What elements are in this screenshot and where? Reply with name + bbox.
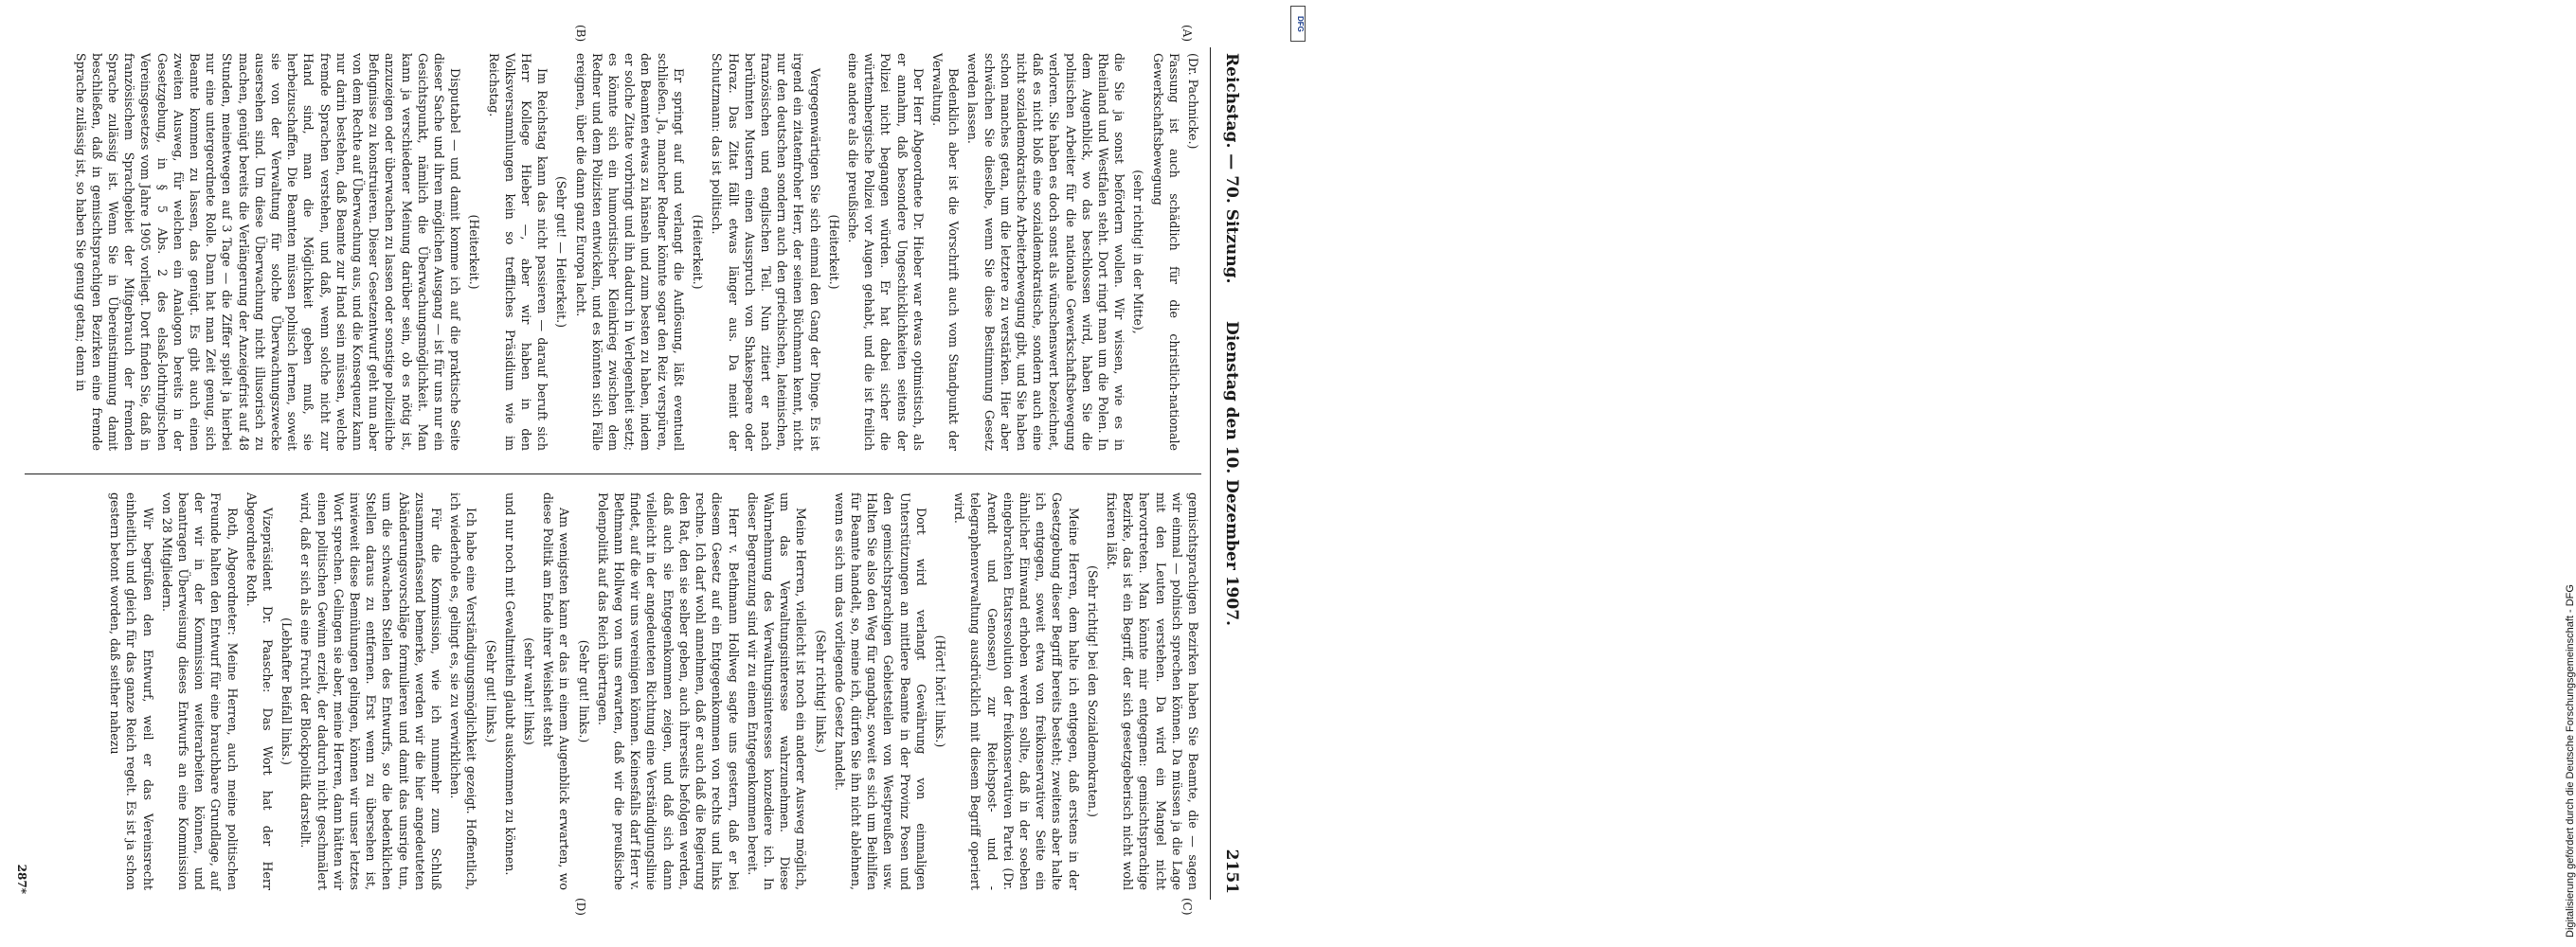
rotated-page-content xyxy=(9,19,1251,928)
credit-text: Digitalisierung gefördert durch die Deutsche Forschungsgemeinschaft - DFG xyxy=(2565,584,2576,938)
paragraph: Am wenigsten kann er das in einem Augenblick erwarten, wo diese Politik am Ende ihrer Weisheit steht xyxy=(541,492,572,890)
paragraph: Roth, Abgeordneter: Meine Herren, auch meine politischen Freunde halten den Entwurf für eine brauchbare Grundlage, auf der wir in der Kommission weiterarbeiten können, und beantragen Überweisung dieses Entwurfs an eine Kommission von 28 Mitgliedern. xyxy=(159,492,240,890)
paragraph: Fassung ist auch schädlich für die christlich-nationale Gewerkschaftsbewegung xyxy=(1150,53,1181,451)
margin-marker-c: (C) xyxy=(1180,898,1194,916)
paragraph: (Dr. Pachnicke.) xyxy=(1186,53,1200,150)
paragraph: gemischtsprachigen Bezirken haben Sie Beamte, die — sagen wir einmal — polnisch sprechen können. Da müssen ja die Lage mit den Leuten verstehen. Da wird ein Mangel nicht hervortreten. Man könnte mir entgegnen: gemischtsprachige Bezirke, das ist ein Begriff, der sich gesetzgeberisch nicht wohl fixieren läßt. xyxy=(1104,492,1200,890)
interjection: (Hört! hört! links.) xyxy=(932,634,947,748)
paragraph: und nur noch mit Gewaltmitteln glaubt auskommen zu können. xyxy=(502,492,517,876)
interjection: (Heiterkeit.) xyxy=(467,214,482,290)
paragraph: Disputabel — und damit komme ich auf die praktische Seite dieser Sache und ihren möglichen Ausgang — ist für uns nur ein Gesichtspunkt, nämlich die Überwachungsmöglichkeit. Man kann ja verschiedener Meinung darüber sein, ob es nötig ist, anzuzeigen oder überwachen zu lassen oder sonstige polizeiliche Befugnisse zu konstruieren. Dieser Gesetzentwurf geht nun aber von dem Rechte auf Überwachung aus, und die Konsequenz kann nur darin bestehen, daß Beamte zur Hand sein müssen, welche fremde Sprachen verstehen, und daß, wenn solche nicht zur Hand sind, man die Möglichkeit geben muß, sie herbeizuschaffen. Die Beamten müssen polnisch lernen, soweit sie von der Verwaltung für solche Überwachungszwecke ausersehen sind. Um diese Überwachung nicht illusorisch zu machen, genügt bereits die Verlängerung der Anzeigefrist auf 48 Stunden, meinetwegen auf 3 Tage — die Ziffer spielt ja hierbei nur eine untergeordnete Rolle. Dann hat man Zeit genug, sich Beamte kommen zu lassen, das genügt. Es gibt auch einen zweiten Ausweg, für welchen ein Analogon bereits in der Gesetzgebung, in § 5 Abs. 2 des elsaß-lothringischen Vereinsgesetzes vom Jahre 1905 vorliegt. Dort finden Sie, daß in französischem Sprachgebiet der Mitgebrauch der fremden Sprache zulässig ist. Wenn Sie in Übereinstimmung damit beschließen, daß in gemischtsprachigen Bezirken eine fremde Sprache zulässig ist, so haben Sie genug getan; denn in xyxy=(73,53,463,451)
interjection: (Lebhafter Beifall links.) xyxy=(279,617,295,765)
paragraph: die Sie ja sonst befördern wollen. Wir wissen, wie es in Rheinland und Westfalen steht. Dort ringt man um die Polen. In dem Augenblick, wo das beschlossen wird, haben Sie die polnischen Arbeiter für die nationale Gewerkschaftsbewegung verloren. Sie haben es doch sonst als wünschenswert bezeichnet, daß es nicht bloß eine sozialdemokratische, sondern auch eine nicht sozialdemokratische Arbeiterbewegung gibt, und Sie haben schon manches getan, um die letztere zu verstärken. Hier aber schwächen Sie dieselbe, wenn Sie diese Bestimmung Gesetz werden lassen. xyxy=(965,53,1127,451)
paragraph: Vizepräsident Dr. Paasche: Das Wort hat der Herr Abgeordnete Roth. xyxy=(243,492,276,890)
interjection: (Sehr richtig! links.) xyxy=(813,630,828,753)
interjection: (Heiterkeit.) xyxy=(826,214,841,290)
interjection: (sehr richtig! in der Mitte), xyxy=(1131,170,1146,334)
paragraph: Wir begrüßen den Entwurf, weil er das Vereinsrecht einheitlich und gleich für das ganze Reich regelt. Es ist ja schon gestern betont worden, daß seither nahezu xyxy=(108,492,155,890)
dfg-logo: DFG xyxy=(1290,6,1306,42)
paragraph: Meine Herren, vielleicht ist noch ein anderer Ausweg möglich, um das Verwaltungsinteresse wahrzunehmen. Diese Wahrnehmung des Verwaltungsinteresses konzediere ich. In dieser Begrenzung sind wir zu einem Entgegenkommen bereit. xyxy=(745,492,809,890)
header-rule xyxy=(1210,47,1211,900)
signature-mark: 287* xyxy=(15,864,28,894)
left-text-column xyxy=(69,53,1201,451)
page-header xyxy=(1213,19,1251,928)
paragraph: Im Reichstag kann das nicht passieren — darauf beruft sich Herr Kollege Hieber —, aber wir haben in den Volksversammlungen kein so treffliches Präsidium wie im Reichstag. xyxy=(486,53,550,451)
paragraph: Für die Kommission, wie ich nunmehr zum Schluß zusammenfassend bemerke, werden wir die hier angedeuteten Abänderungsvorschläge formulieren und damit das unsrige tun, um die schwachen Stellen des Entwurfs, so die bedenklichen Stellen daraus zu entfernen. Erst wenn zu übersehen ist, inwieweit diese Bemühungen gelingen, können wir unser letztes Wort sprechen. Gelingen sie aber, meine Herren, dann hätten wir einen politischen Gewinn erzielt, der dadurch nicht geschmälert wird, daß er sich als eine Frucht der Blockpolitik darstellt. xyxy=(298,492,444,890)
paragraph: Ich habe eine Verständigungsmöglichkeit gezeigt. Hoffentlich, ich wiederhole es, gelingt es, sie zu verwirklichen. xyxy=(448,492,479,890)
right-text-column xyxy=(104,492,1201,890)
interjection: (Sehr gut! — Heiterkeit.) xyxy=(554,175,569,329)
margin-marker-b: (B) xyxy=(574,25,587,43)
margin-marker-d: (D) xyxy=(574,898,587,916)
interjection: (Heiterkeit.) xyxy=(691,214,706,290)
interjection: (Sehr richtig! bei den Sozialdemokraten.) xyxy=(1085,565,1100,817)
paragraph: Bedenklich aber ist die Vorschrift auch vom Standpunkt der Verwaltung. xyxy=(929,53,962,451)
interjection: (Sehr gut! links.) xyxy=(483,639,498,743)
paragraph: Meine Herren, dem halte ich entgegen, daß erstens in der Gesetzgebung dieser Begriff bereits besteht; zweitens aber halte ich entgegen, soweit etwa von freikonservativer Seite ein ähnlicher Einwand erhoben werden sollte, daß in der soeben eingebrachten Etatsresolution der freikonservativen Partei (Dr. Arendt und Genossen) zur Reichspost- und -telegraphenverwaltung ausdrücklich mit diesem Begriff operiert wird. xyxy=(952,492,1081,890)
header-left: Reichstag. — 70. Sitzung. xyxy=(1222,53,1241,284)
paragraph: Dort wird verlangt Gewährung von einmaligen Unterstützungen an mittlere Beamte in der Provinz Posen und den gemischtsprachigen Gebietsteilen von Westpreußen usw. Halten Sie also den Weg für gangbar, soweit es sich um Beihilfen für Beamte handelt, so, meine ich, dürfen Sie ihn nicht ablehnen, wenn es sich um das vorliegende Gesetz handelt. xyxy=(832,492,928,890)
page-number: 2151 xyxy=(1222,849,1241,894)
header-center: Dienstag den 10. Dezember 1907. xyxy=(1222,321,1241,626)
credit-strip xyxy=(1282,0,2576,947)
interjection: (Sehr gut! links.) xyxy=(576,639,591,743)
margin-marker-a: (A) xyxy=(1180,25,1194,43)
paragraph: Der Herr Abgeordnete Dr. Hieber war etwas optimistisch, als er annahm, daß besondere Ungeschicklichkeiten seitens der Polizei nicht begangen würden. Er hat dabei sicher die württembergische Polizei vor Augen gehabt, und die ist freilich eine andere als die preußische. xyxy=(845,53,926,451)
paragraph: Herr v. Bethmann Hollweg sagte uns gestern, daß er bei diesem Gesetz auf ein Entgegenkommen von rechts und links rechne. Ich darf wohl annehmen, daß er auch daß die Regierung den Rat, den sie selber geben, auch ihrerseits befolgen werden, daß auch sie Entgegenkommen zeigen, und daß sich dann vielleicht in der angedeuteten Richtung eine Verständigungslinie findet, auf die wir uns vereinigen können. Keinesfalls darf Herr v. Bethmann Hollweg von uns erwarten, daß wir die preußische Polenpolitik auf das Reich übertragen. xyxy=(595,492,741,890)
interjection: (sehr wahr! links) xyxy=(522,637,537,745)
paragraph: Er springt auf und verlangt die Auflösung, läßt eventuell schließen. Ja, mancher Redner könnte sogar den Reiz verspüren, den Beamten etwas zu hänseln und zum besten zu haben, indem er solche Zitate vorbringt und ihn dadurch in Verlegenheit setzt; es könnte sich ein humoristischer Kleinkrieg zwischen dem Redner und dem Polizisten entwickeln, und es könnten sich Fälle ereignen, über die dann ganz Europa lacht. xyxy=(573,53,686,451)
paragraph: Vergegenwärtigen Sie sich einmal den Gang der Dinge. Es ist irgend ein zitatenfroher Herr, der seinen Büchmann kennt, nicht nur den deutschen sondern auch den griechischen, lateinischen, französischen und englischen Teil. Nun zitiert er nach berühmten Mustern einen Ausspruch von Shakespeare oder Horaz. Das Zitat fällt etwas länger aus. Da meint der Schutzmann: das ist politisch. xyxy=(710,53,822,451)
